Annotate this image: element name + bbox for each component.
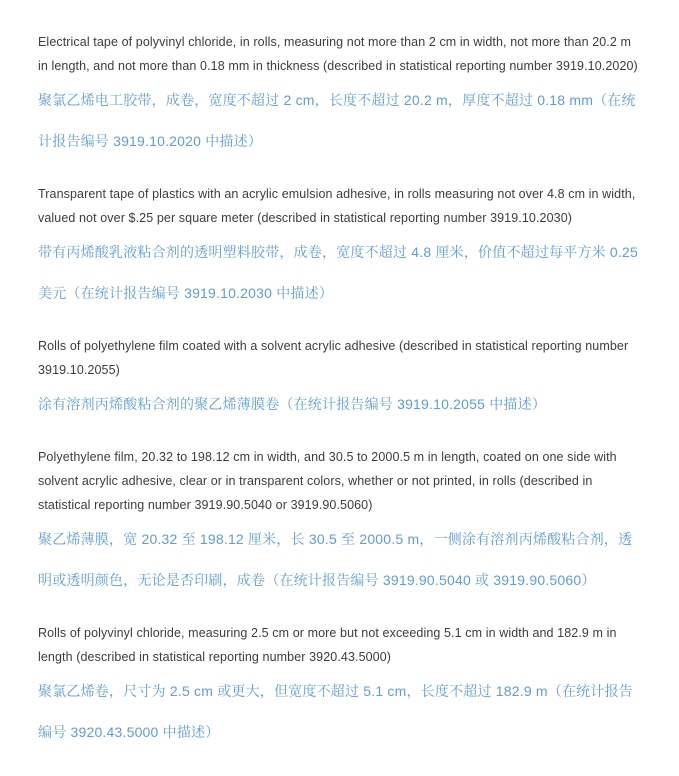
product-description-english: Polyethylene film, 20.32 to 198.12 cm in width, and 30.5 to 2000.5 m in length, coated on one side with solvent acrylic adhesive, clear or in transparent colors, whether or not printed, in rolls (described in statistical reporting number 3919.90.5040 or 3919.90.5060) [38,450,617,512]
product-description-chinese: 涂有溶剂丙烯酸粘合剂的聚乙烯薄膜卷（在统计报告编号 3919.10.2055 中描述） [38,396,547,412]
product-entry-1 [38,30,642,162]
product-description-chinese: 聚氯乙烯电工胶带，成卷，宽度不超过 2 cm，长度不超过 20.2 m，厚度不超过 0.18 mm（在统计报告编号 3919.10.2020 中描述） [38,92,636,149]
product-entry-4 [38,445,642,601]
product-description-english: Rolls of polyethylene film coated with a solvent acrylic adhesive (described in statistical reporting number 3919.10.2055) [38,339,629,377]
product-description-chinese: 聚乙烯薄膜，宽 20.32 至 198.12 厘米，长 30.5 至 2000.5 m，一侧涂有溶剂丙烯酸粘合剂，透明或透明颜色，无论是否印刷，成卷（在统计报告编号 3919.90.5040 或 3919.90.5060） [38,531,633,588]
product-description-chinese: 带有丙烯酸乳液粘合剂的透明塑料胶带，成卷，宽度不超过 4.8 厘米，价值不超过每平方米 0.25 美元（在统计报告编号 3919.10.2030 中描述） [38,244,638,301]
product-description-english: Rolls of polyvinyl chloride, measuring 2.5 cm or more but not exceeding 5.1 cm in width and 182.9 m in length (described in statistical reporting number 3920.43.5000) [38,626,617,664]
product-entry-3 [38,334,642,425]
product-entry-2 [38,182,642,314]
product-description-english: Transparent tape of plastics with an acrylic emulsion adhesive, in rolls measuring not over 4.8 cm in width, valued not over $.25 per square meter (described in statistical reporting number 3919.10.2030) [38,187,636,225]
product-entry-5 [38,621,642,753]
product-description-chinese: 聚氯乙烯卷，尺寸为 2.5 cm 或更大，但宽度不超过 5.1 cm，长度不超过 182.9 m（在统计报告编号 3920.43.5000 中描述） [38,683,633,740]
product-description-english: Electrical tape of polyvinyl chloride, in rolls, measuring not more than 2 cm in width, not more than 20.2 m in length, and not more than 0.18 mm in thickness (described in statistical reporting number 3919.10.2020) [38,35,638,73]
